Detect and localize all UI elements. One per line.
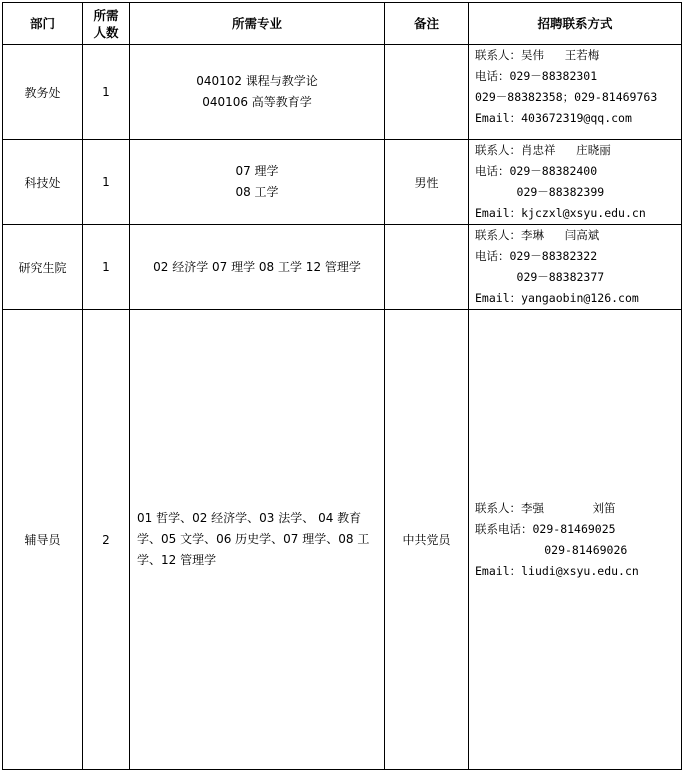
table-row [3,225,682,310]
dept-cell: 研究生院 [3,225,83,310]
contact-email: Email：liudi@xsyu.edu.cn [475,563,639,578]
header-count-line1: 所需 [93,7,119,23]
major-cell [130,45,385,140]
header-note: 备注 [385,3,469,45]
contact-line: 029－88382377 [475,270,605,284]
header-count-line2: 人数 [93,24,119,40]
header-contact: 招聘联系方式 [469,3,682,45]
contact-line: 联系人：李强 刘笛 [475,500,616,515]
major-item: 07 理学 [235,164,279,178]
major-item: 01 哲学、02 经济学、03 法学、 04 教育学、05 文学、06 历史学、07 理学、08 工学、12 管理学 [137,511,370,567]
contact-line: 联系人：吴伟 王若梅 [475,48,600,62]
count-cell: 1 [83,45,130,140]
header-dept: 部门 [3,3,83,45]
contact-cell [469,310,682,770]
contact-line: 029-81469026 [475,542,628,557]
note-cell [385,45,469,140]
major-item: 040106 高等教育学 [202,95,312,109]
dept-cell: 辅导员 [3,310,83,770]
major-cell [130,225,385,310]
table-row [3,140,682,225]
contact-line: 电话：029－88382301 [475,69,598,83]
header-count [83,3,130,45]
contact-cell [469,45,682,140]
contact-email: Email：kjczxl@xsyu.edu.cn [475,206,646,220]
contact-line: 联系电话：029-81469025 [475,521,616,536]
count-cell: 2 [83,310,130,770]
dept-cell: 教务处 [3,45,83,140]
major-cell [130,140,385,225]
table-row [3,45,682,140]
note-cell: 中共党员 [385,310,469,770]
contact-line: 029－88382399 [475,185,605,199]
contact-line: 电话：029－88382322 [475,249,598,263]
major-item: 040102 课程与教学论 [196,74,318,88]
contact-line: 联系人：肖忠祥 庄晓丽 [475,143,611,157]
contact-cell [469,225,682,310]
count-cell: 1 [83,225,130,310]
header-major: 所需专业 [130,3,385,45]
table-row [3,310,682,770]
recruitment-table [2,2,682,770]
dept-cell: 科技处 [3,140,83,225]
contact-email: Email：403672319@qq.com [475,111,632,125]
contact-line: 029－88382358；029-81469763 [475,90,658,104]
contact-line: 电话：029－88382400 [475,164,598,178]
major-cell [130,310,385,770]
contact-cell [469,140,682,225]
header-row [3,3,682,45]
major-item: 02 经济学 07 理学 08 工学 12 管理学 [153,259,361,274]
note-cell: 男性 [385,140,469,225]
contact-line: 联系人：李琳 闫高斌 [475,228,600,242]
contact-email: Email：yangaobin@126.com [475,291,639,305]
major-item: 08 工学 [235,185,279,199]
note-cell [385,225,469,310]
count-cell: 1 [83,140,130,225]
